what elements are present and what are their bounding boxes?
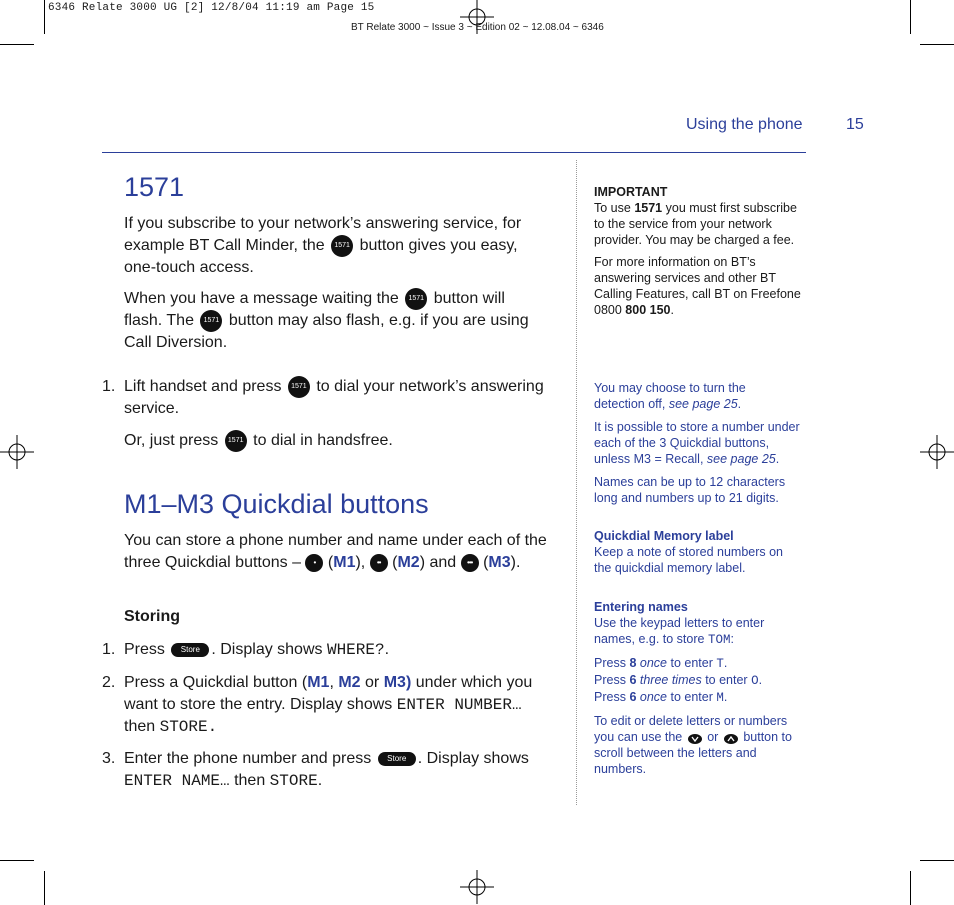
paragraph-quickdial: You can store a phone number and name under each of the three Quickdial buttons – • (M1), •• (M2) and ••• (M3). — [124, 532, 547, 571]
header-rule — [102, 152, 806, 153]
button-1571-icon: 1571 — [200, 310, 222, 332]
page-number: 15 — [846, 116, 864, 133]
crop-mark — [0, 44, 34, 45]
edition-line: BT Relate 3000 ~ Issue 3 ~ Edition 02 ~ 12.08.04 ~ 6346 — [351, 22, 604, 33]
step-1571: 1. Lift handset and press 1571 to dial your network’s answering service. Or, just press 1571 to dial in handsfree. — [0, 376, 570, 452]
registration-mark-icon — [920, 435, 954, 469]
button-1571-icon: 1571 — [288, 376, 310, 398]
button-1571-icon: 1571 — [405, 288, 427, 310]
step-store-1: 1. Press Store . Display shows WHERE?. — [102, 641, 390, 659]
section-title-quickdial: M1–M3 Quickdial buttons — [124, 489, 429, 519]
entering-names-note: Entering names Use the keypad letters to enter names, e.g. to store TOM: Press 8 once to enter T. Press 6 three times to enter O. Press 6 once to enter M. To edit or delete letters or numbers you can use the or button to scroll between the letters and numbers. — [594, 600, 792, 776]
scroll-up-button-icon — [722, 731, 740, 745]
column-divider — [576, 160, 577, 805]
paragraph-message: When you have a message waiting the 1571 button will flash. The 1571 button may also flash, e.g. if you are using Call Diversion. — [124, 288, 564, 354]
storing-heading: Storing — [124, 608, 180, 625]
detection-note: You may choose to turn the detection off, see page 25. It is possible to store a number under each of the 3 Quickdial buttons, unless M3 = Recall, see page 25. Names can be up to 12 characters long and numbers up to 21 digits. — [594, 381, 800, 505]
crop-mark — [920, 860, 954, 861]
important-note: IMPORTANT To use 1571 you must first subscribe to the service from your network provider. You may be charged a fee. For more information on BT’s answering services and other BT Calling Features, call BT on Freefone 0800 800 150. — [594, 185, 801, 317]
crop-mark — [910, 0, 911, 34]
crop-mark — [920, 44, 954, 45]
paragraph-intro: If you subscribe to your network’s answering service, for example BT Call Minder, the 1571 button gives you easy, one-touch access. — [124, 215, 522, 277]
crop-mark — [910, 871, 911, 905]
scroll-down-button-icon — [686, 731, 704, 745]
quickdial-m1-icon: • — [305, 554, 323, 572]
section-header: Using the phone — [686, 116, 803, 133]
section-title-1571: 1571 — [124, 172, 185, 202]
store-button-icon: Store — [171, 643, 209, 657]
print-slug: 6346 Relate 3000 UG [2] 12/8/04 11:19 am Page 15 — [48, 2, 375, 14]
crop-mark — [44, 0, 45, 34]
quickdial-memory-note: Quickdial Memory label Keep a note of stored numbers on the quickdial memory label. — [594, 529, 784, 575]
quickdial-m2-icon: •• — [370, 554, 388, 572]
store-button-icon: Store — [378, 752, 416, 766]
button-1571-icon: 1571 — [225, 430, 247, 452]
crop-mark — [44, 871, 45, 905]
step-store-3: 3. Enter the phone number and press Store . Display shows ENTER NAME… then STORE. — [102, 750, 529, 790]
registration-mark-icon — [460, 870, 494, 904]
crop-mark — [0, 860, 34, 861]
button-1571-icon: 1571 — [331, 235, 353, 257]
step-store-2: 2. Press a Quickdial button (M1, M2 or M3) under which you want to store the entry. Display shows ENTER NUMBER… then STORE. — [102, 674, 533, 736]
quickdial-m3-icon: ••• — [461, 554, 479, 572]
